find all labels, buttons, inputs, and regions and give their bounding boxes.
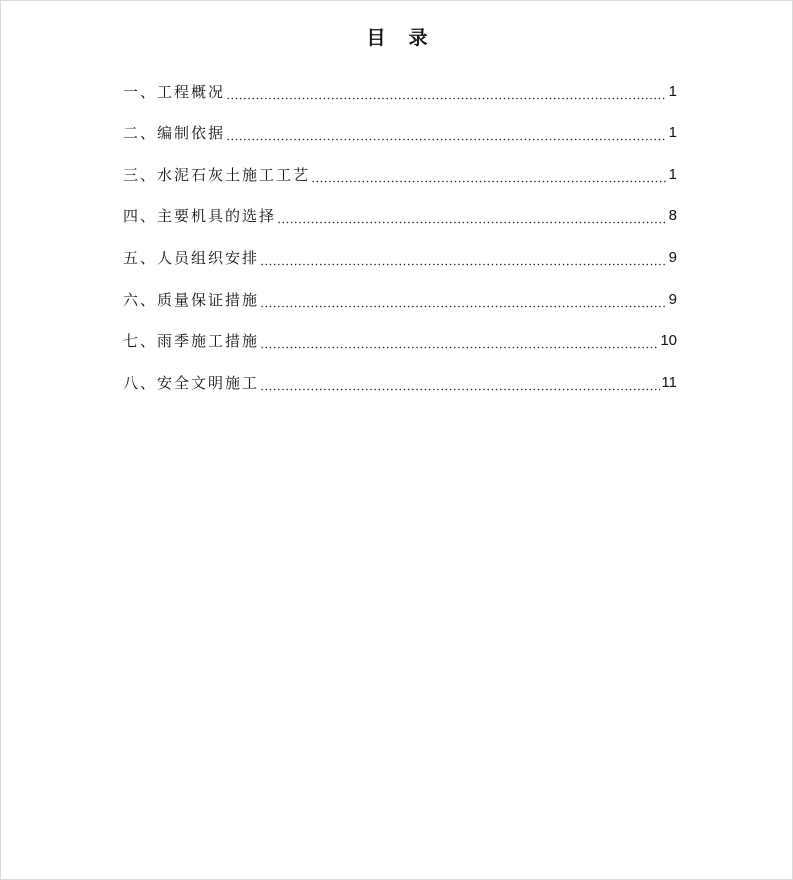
toc-entry[interactable] — [123, 313, 677, 355]
toc-entry[interactable] — [123, 188, 677, 230]
toc-entry-text: 水泥石灰土施工工艺 — [157, 165, 311, 184]
toc-dot-leader — [260, 248, 667, 266]
toc-entry-text: 雨季施工措施 — [157, 332, 260, 351]
toc-entry-page: 9 — [668, 248, 677, 266]
toc-entry-text: 工程概况 — [157, 82, 226, 101]
toc-entry-index: 四、 — [123, 207, 158, 226]
toc-entry[interactable] — [123, 354, 677, 396]
toc-entry-page: 8 — [668, 207, 677, 225]
toc-entry-page: 1 — [668, 82, 677, 100]
toc-entry-index: 五、 — [123, 248, 158, 267]
toc-dot-leader — [311, 165, 667, 183]
toc-entry-page: 1 — [668, 124, 677, 142]
toc-dot-leader — [260, 373, 660, 391]
toc-entry[interactable] — [123, 146, 677, 188]
toc-entry-text: 主要机具的选择 — [157, 207, 277, 226]
toc-list — [123, 63, 677, 396]
toc-entry-index: 一、 — [123, 82, 158, 101]
toc-entry-index: 六、 — [123, 290, 158, 309]
toc-entry-page: 11 — [661, 373, 677, 391]
toc-entry-index: 七、 — [123, 332, 158, 351]
toc-entry-text: 质量保证措施 — [157, 290, 260, 309]
toc-title-left: 目 — [366, 27, 387, 49]
toc-title-right: 录 — [408, 27, 429, 49]
toc-entry-page: 10 — [660, 332, 677, 350]
toc-dot-leader — [226, 123, 667, 141]
toc-entry[interactable] — [123, 63, 677, 105]
toc-entry-page: 1 — [668, 165, 677, 183]
toc-entry-text: 安全文明施工 — [157, 373, 260, 392]
toc-entry[interactable] — [123, 105, 677, 147]
toc-entry-text: 人员组织安排 — [157, 248, 260, 267]
toc-entry-index: 三、 — [123, 165, 158, 184]
toc-entry-text: 编制依据 — [157, 124, 226, 143]
toc-dot-leader — [277, 206, 667, 224]
toc-dot-leader — [226, 82, 667, 100]
toc-entry-page: 9 — [668, 290, 677, 308]
toc-dot-leader — [260, 290, 667, 308]
toc-entry[interactable] — [123, 229, 677, 271]
toc-entry[interactable] — [123, 271, 677, 313]
toc-dot-leader — [260, 331, 659, 349]
toc-title — [1, 23, 793, 50]
toc-entry-index: 二、 — [123, 124, 158, 143]
toc-entry-index: 八、 — [123, 373, 158, 392]
